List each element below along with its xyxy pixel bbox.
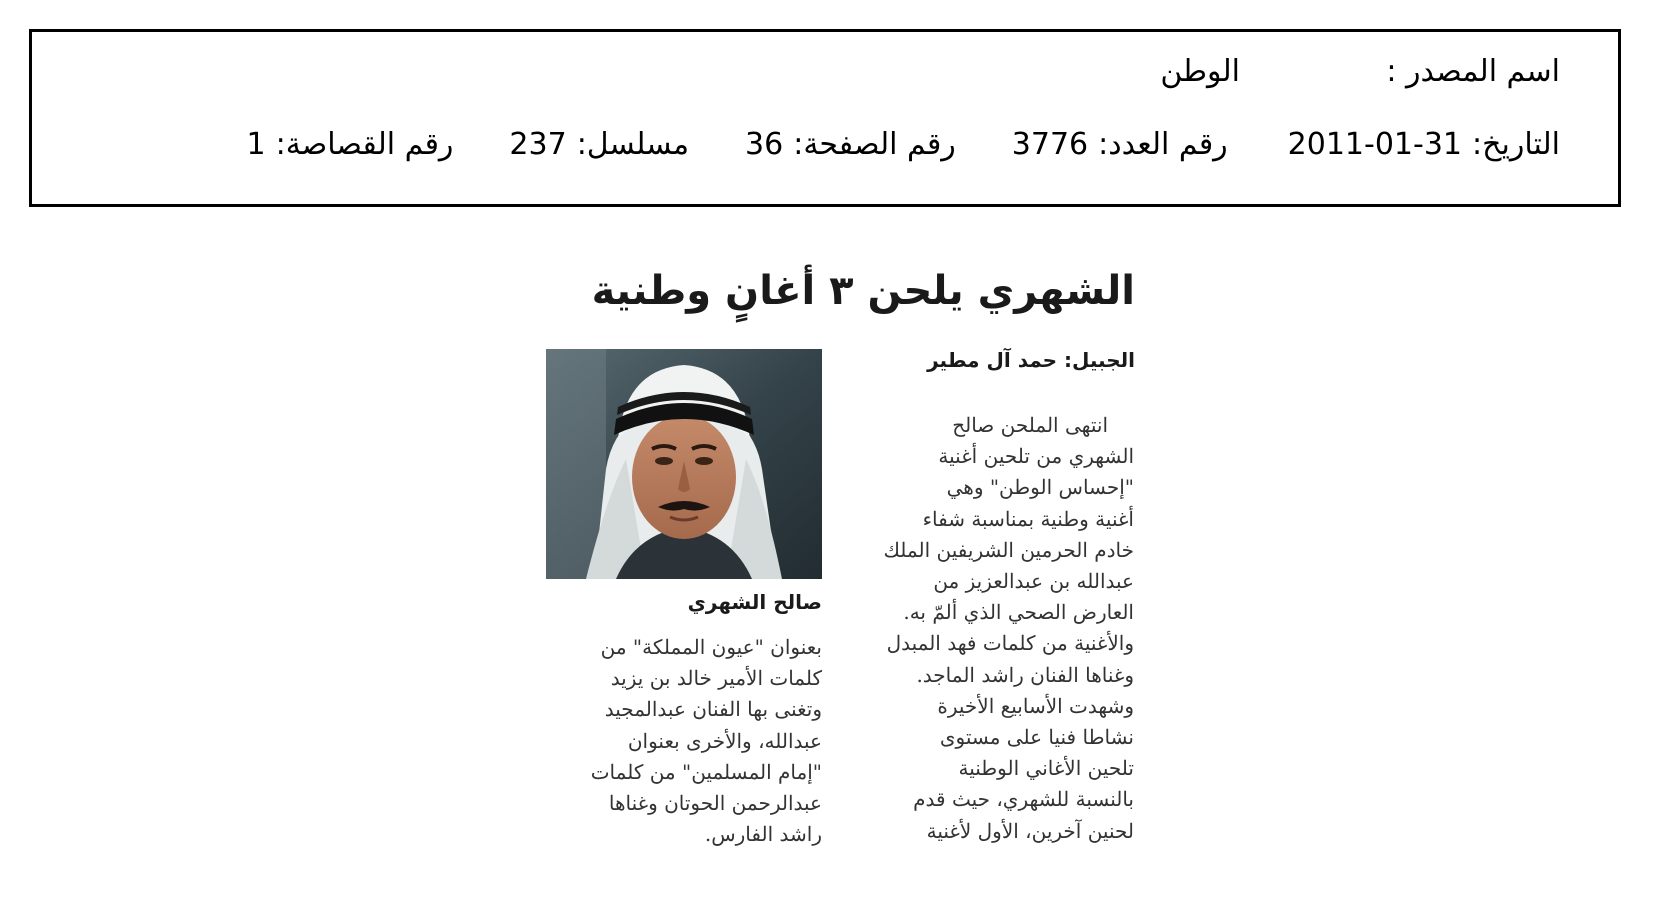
serial-field: [509, 127, 689, 162]
portrait-photo: [546, 349, 822, 579]
serial-value: 237: [509, 127, 567, 162]
date-field: [1288, 127, 1560, 162]
issue-details-row: [62, 127, 1560, 162]
serial-label: مسلسل:: [576, 127, 690, 162]
date-value: 2011-01-31: [1287, 127, 1463, 162]
body-line: تلحين الأغاني الوطنية: [958, 756, 1134, 781]
source-value: الوطن: [1160, 54, 1240, 89]
body-line: عبدالله، والأخرى بعنوان: [627, 728, 822, 753]
issue-number-field: [1012, 127, 1228, 162]
source-label: اسم المصدر :: [1386, 54, 1560, 89]
body-line: العارض الصحي الذي ألمّ به.: [903, 600, 1134, 625]
clip-number-label: رقم القصاصة:: [275, 127, 454, 162]
photo-caption: صالح الشهري: [687, 590, 822, 614]
body-line: عبدالله بن عبدالعزيز من: [933, 569, 1134, 594]
page-number-value: 36: [745, 127, 784, 162]
body-line: كلمات الأمير خالد بن يزيد: [610, 666, 822, 691]
issue-number-value: 3776: [1011, 127, 1089, 162]
body-line: لحنين آخرين، الأول لأغنية: [926, 818, 1134, 843]
article-headline: الشهري يلحن ٣ أغانٍ وطنية: [591, 268, 1135, 314]
clip-number-value: 1: [246, 127, 266, 162]
body-line: والأغنية من كلمات فهد المبدل: [886, 631, 1134, 656]
body-line: خادم الحرمين الشريفين الملك: [883, 537, 1134, 562]
source-info-box: [29, 29, 1621, 207]
body-line: أغنية وطنية بمناسبة شفاء: [922, 506, 1134, 531]
page-number-field: [745, 127, 956, 162]
body-line: بعنوان "عيون المملكة" من: [600, 635, 822, 659]
article-body-right-column: [834, 410, 1134, 847]
date-label: التاريخ:: [1472, 127, 1560, 162]
body-line: عبدالرحمن الحوتان وغناها: [608, 791, 822, 816]
body-line: انتهى الملحن صالح: [952, 413, 1108, 437]
body-line: "إحساس الوطن" وهي: [946, 475, 1134, 500]
body-line: وتغنى بها الفنان عبدالمجيد: [604, 697, 822, 722]
article-body-left-column: [542, 632, 822, 850]
body-line: راشد الفارس.: [704, 822, 822, 847]
issue-number-label: رقم العدد:: [1098, 127, 1228, 162]
article-byline: الجبيل: حمد آل مطير: [927, 348, 1135, 372]
body-line: نشاطا فنيا على مستوى: [939, 725, 1134, 750]
page-number-label: رقم الصفحة:: [793, 127, 956, 162]
body-line: وغناها الفنان راشد الماجد.: [916, 662, 1134, 687]
clip-number-field: [247, 127, 454, 162]
body-line: "إمام المسلمين" من كلمات: [590, 759, 822, 784]
source-row: [62, 54, 1560, 89]
body-line: بالنسبة للشهري، حيث قدم: [913, 787, 1134, 812]
body-line: الشهري من تلحين أغنية: [938, 444, 1134, 469]
body-line: وشهدت الأسابيع الأخيرة: [937, 693, 1134, 718]
